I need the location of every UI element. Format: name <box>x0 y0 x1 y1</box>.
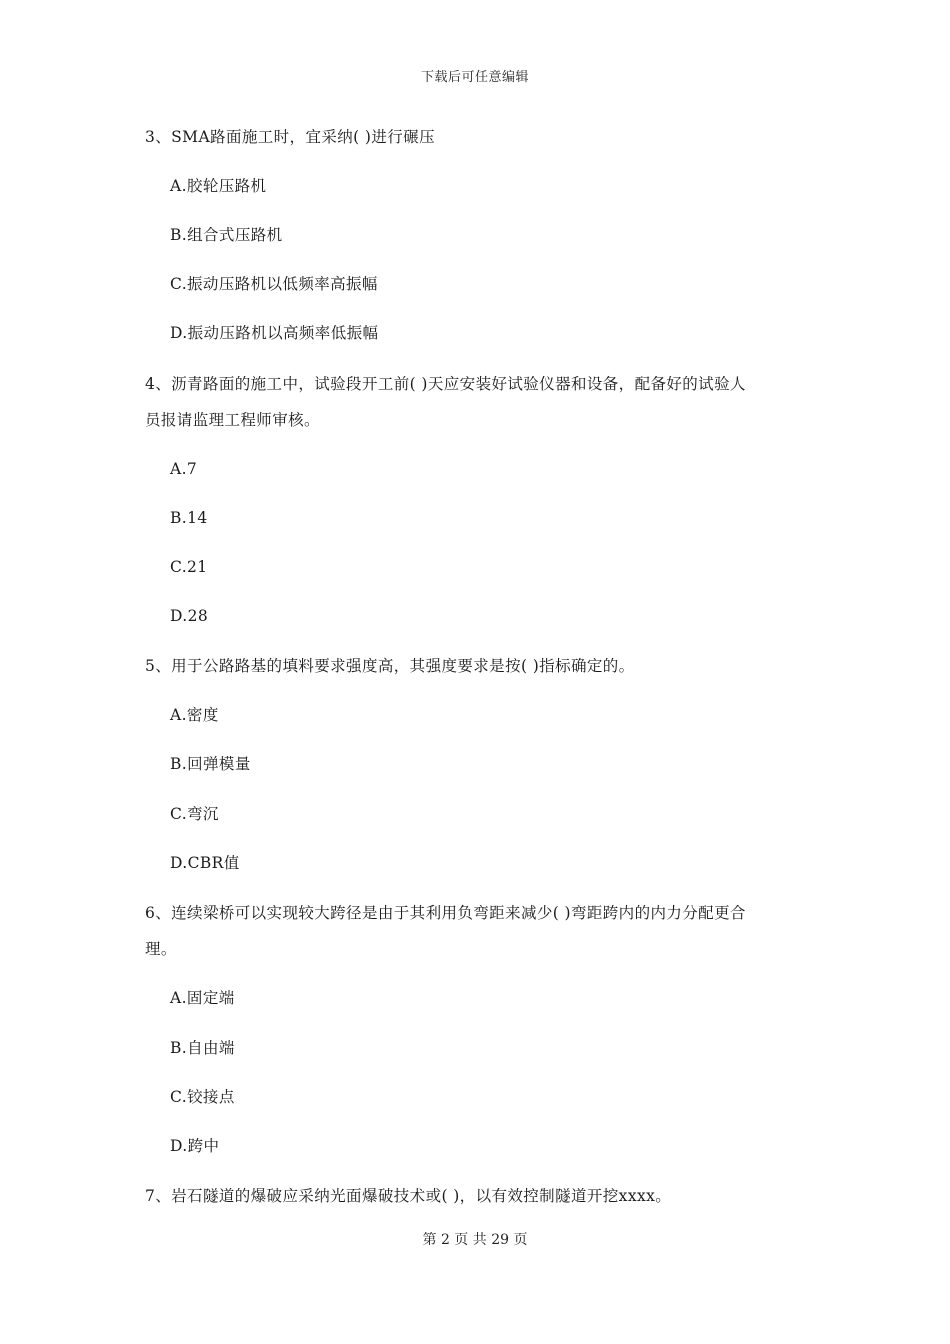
question-4-option-c: C.21 <box>170 558 208 576</box>
question-7-stem: 7、岩石隧道的爆破应采纳光面爆破技术或( )，以有效控制隧道开挖xxxx。 <box>145 1187 672 1205</box>
question-6-option-d: D.跨中 <box>170 1137 220 1155</box>
question-6-stem-line-2: 理。 <box>145 940 177 958</box>
question-5-option-b: B.回弹模量 <box>170 755 251 773</box>
question-4-stem-line-1: 4、沥青路面的施工中，试验段开工前( )天应安装好试验仪器和设备，配备好的试验人 <box>145 375 746 393</box>
page-header: 下载后可任意编辑 <box>420 70 529 85</box>
question-4-option-d: D.28 <box>170 607 209 625</box>
question-4-option-b: B.14 <box>170 509 208 527</box>
question-5-option-c: C.弯沉 <box>170 805 219 823</box>
question-5-stem: 5、用于公路路基的填料要求强度高，其强度要求是按( )指标确定的。 <box>145 657 635 675</box>
question-3-option-c: C.振动压路机以低频率高振幅 <box>170 275 378 293</box>
question-3-option-b: B.组合式压路机 <box>170 226 283 244</box>
question-5-option-d: D.CBR值 <box>170 854 240 872</box>
question-4-option-a: A.7 <box>170 460 198 478</box>
question-3-option-d: D.振动压路机以高频率低振幅 <box>170 324 379 342</box>
question-6-option-b: B.自由端 <box>170 1039 235 1057</box>
question-6-option-c: C.铰接点 <box>170 1088 235 1106</box>
question-3-option-a: A.胶轮压路机 <box>170 177 267 195</box>
question-6-option-a: A.固定端 <box>170 989 235 1007</box>
question-5-option-a: A.密度 <box>170 706 219 724</box>
question-4-stem-line-2: 员报请监理工程师审核。 <box>145 411 320 429</box>
page-footer: 第 2 页 共 29 页 <box>422 1232 528 1248</box>
question-3-stem: 3、SMA路面施工时，宜采纳( )进行碾压 <box>145 128 435 146</box>
question-6-stem-line-1: 6、连续梁桥可以实现较大跨径是由于其利用负弯距来减少( )弯距跨内的内力分配更合 <box>145 904 746 922</box>
